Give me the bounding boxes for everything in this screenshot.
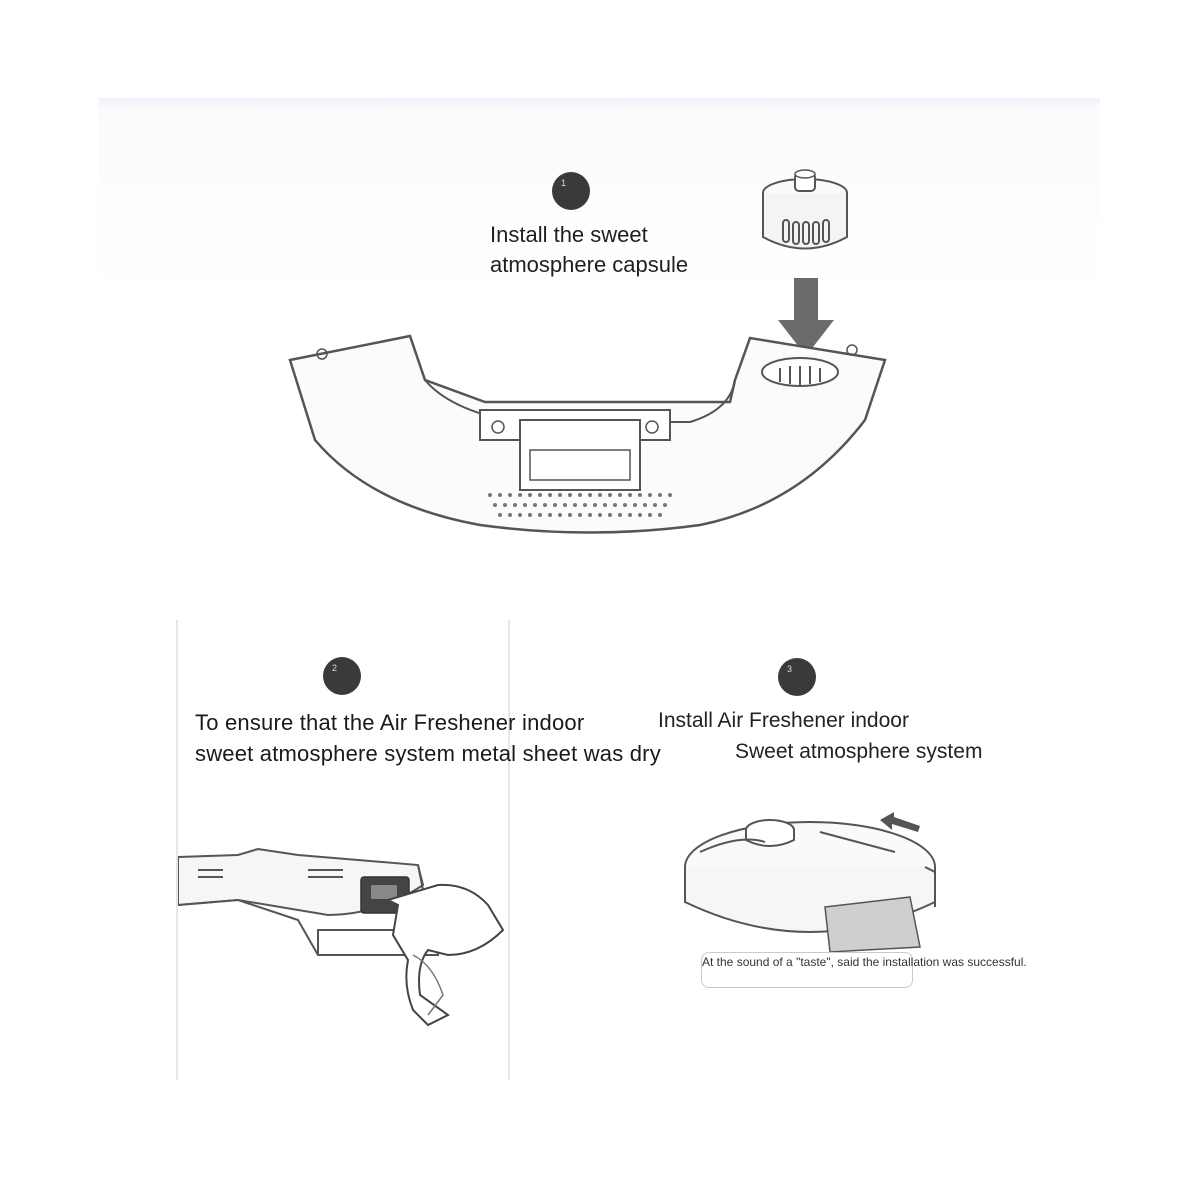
step-3-badge bbox=[778, 658, 816, 696]
step-3-caption: At the sound of a "taste", said the installation was successful. bbox=[702, 955, 1027, 969]
step-2-number: 2 bbox=[332, 663, 338, 673]
step-2-text-line-2: sweet atmosphere system metal sheet was dry bbox=[195, 741, 661, 766]
step-1-text-line-1: Install the sweet bbox=[490, 222, 648, 247]
step-1-badge bbox=[552, 172, 590, 210]
step-3-text-line-2: Sweet atmosphere system bbox=[735, 740, 983, 763]
arrow-left-icon bbox=[880, 812, 920, 836]
step-2-text-line-1: To ensure that the Air Freshener indoor bbox=[195, 710, 585, 735]
top-banner-strip bbox=[98, 98, 1100, 106]
step-2-illustration-clip bbox=[178, 620, 508, 1080]
capsule-illustration bbox=[750, 165, 860, 265]
step-1-text-line-2: atmosphere capsule bbox=[490, 252, 689, 277]
tank-illustration bbox=[280, 330, 900, 550]
step-3-text-line-1: Install Air Freshener indoor bbox=[658, 709, 909, 732]
step-1-number: 1 bbox=[561, 178, 567, 188]
center-divider-line bbox=[508, 620, 510, 1080]
step-3-number: 3 bbox=[787, 664, 793, 674]
wiping-illustration bbox=[178, 845, 508, 1045]
